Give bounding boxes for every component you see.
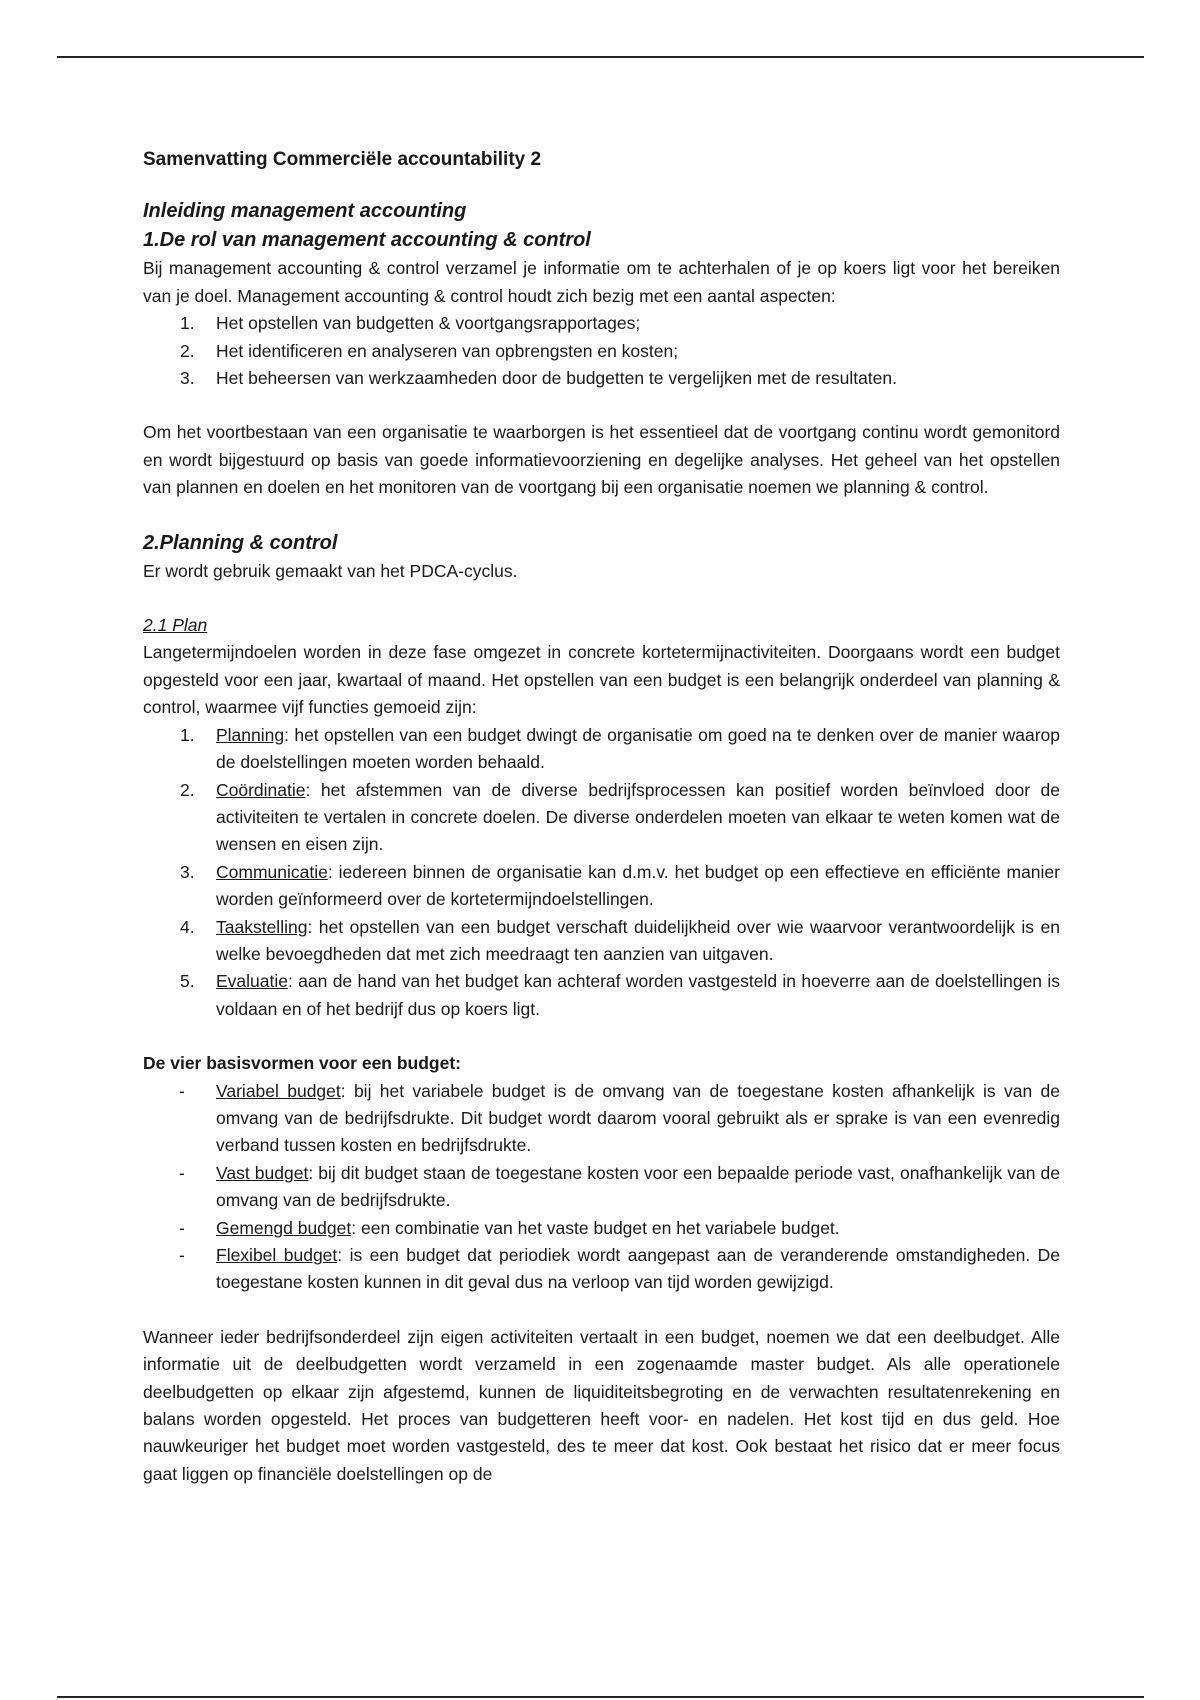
list-number: 1. <box>180 724 195 745</box>
function-term: Taakstelling <box>216 916 308 937</box>
aspects-list <box>143 310 1060 392</box>
section2-heading: 2.Planning & control <box>143 531 338 554</box>
budget-text: : een combinatie van het vaste budget en het variabele budget. <box>351 1217 840 1238</box>
list-number: 1. <box>180 313 195 334</box>
function-text: : het opstellen van een budget dwingt de organisatie om goed na te denken over de manier waarop de doelstellingen moeten worden behaald. <box>216 724 1060 773</box>
list-item-text: Het beheersen van werkzaamheden door de budgetten te vergelijken met de resultaten. <box>216 368 897 389</box>
list-item <box>143 914 1060 969</box>
budget-forms-heading: De vier basisvormen voor een budget: <box>143 1053 462 1074</box>
budget-text: : bij dit budget staan de toegestane kosten voor een bepaalde periode vast, onafhankelijk van de omvang van de bedrijfsdrukte. <box>216 1162 1060 1211</box>
budget-forms-list <box>143 1078 1060 1297</box>
list-item <box>143 365 1060 392</box>
list-item-text: Het opstellen van budgetten & voortgangsrapportages; <box>216 313 641 334</box>
list-bullet: - <box>179 1245 185 1265</box>
list-number: 5. <box>180 971 195 992</box>
function-text: : het afstemmen van de diverse bedrijfsprocessen kan positief worden beïnvloed door de activiteiten te vertalen in concrete doelen. De diverse onderdelen moeten van elkaar te weten komen wat de wensen en eisen zijn. <box>216 779 1060 855</box>
budget-term: Variabel budget <box>216 1080 341 1101</box>
budget-term: Flexibel budget <box>216 1245 338 1265</box>
list-item <box>143 338 1060 365</box>
subsection-paragraph: Langetermijndoelen worden in deze fase omgezet in concrete kortetermijnactiviteiten. Doorgaans wordt een budget opgesteld voor een jaar, kwartaal of maand. Het opstellen van een budget is een belangrijk onderdeel van planning & control, waarmee vijf functies gemoeid zijn: <box>143 642 1060 718</box>
closing-paragraph: Wanneer ieder bedrijfsonderdeel zijn eigen activiteiten vertaalt in een budget, noemen we dat een deelbudget. Alle informatie uit de deelbudgetten wordt verzameld in een zogenaamde master budget. Als alle operationele deelbudgetten op elkaar zijn afgestemd, kunnen de liquiditeitsbegroting en de verwachten resultatenrekening en balans worden opgesteld. Het proces van budgetteren heeft voor- en nadelen. Het kost tijd en dus geld. Hoe nauwkeuriger het budget moet worden vastgesteld, des te meer dat kost. Ook bestaat het risico dat er meer focus gaat liggen op financiële doelstellingen op de <box>143 1326 1060 1484</box>
function-term: Planning <box>216 724 285 745</box>
document-title: Samenvatting Commerciële accountability 2 <box>143 149 542 170</box>
function-term: Evaluatie <box>216 971 288 992</box>
subsection-heading: 2.1 Plan <box>143 615 208 636</box>
budget-term: Vast budget <box>216 1162 309 1183</box>
list-number: 4. <box>180 916 195 937</box>
list-number: 2. <box>180 779 195 800</box>
list-item <box>143 1160 1060 1215</box>
budget-term: Gemengd budget <box>216 1217 352 1238</box>
list-item <box>143 310 1060 337</box>
list-item <box>143 1078 1060 1160</box>
function-text: : iedereen binnen de organisatie kan d.m.v. het budget op een effectieve en efficiënte manier worden geïnformeerd over de kortetermijndoelstellingen. <box>216 861 1060 910</box>
function-term: Communicatie <box>216 861 328 882</box>
list-item <box>143 859 1060 914</box>
list-bullet: - <box>179 1162 185 1183</box>
list-item <box>143 1215 1060 1242</box>
budget-text: : is een budget dat periodiek wordt aangepast aan de veranderende omstandigheden. De toegestane kosten kunnen in dit geval dus na verloop van tijd worden gewijzigd. <box>216 1245 1060 1293</box>
list-bullet: - <box>179 1217 185 1238</box>
top-page-rule <box>57 56 1144 58</box>
list-item <box>143 777 1060 859</box>
section1-heading: 1.De rol van management accounting & control <box>143 229 591 252</box>
list-number: 3. <box>180 861 195 882</box>
function-term: Coördinatie <box>216 779 306 800</box>
list-item <box>143 968 1060 1023</box>
list-number: 3. <box>180 368 195 389</box>
intro-heading: Inleiding management accounting <box>143 200 467 223</box>
list-number: 2. <box>180 340 195 361</box>
list-item <box>143 722 1060 777</box>
list-bullet: - <box>179 1080 185 1101</box>
list-item <box>143 1242 1060 1297</box>
function-text: : aan de hand van het budget kan achteraf worden vastgesteld in hoeverre aan de doelstellingen is voldaan en of het bedrijf dus op koers ligt. <box>216 971 1060 1019</box>
section1-paragraph: Bij management accounting & control verzamel je informatie om te achterhalen of je op koers ligt voor het bereiken van je doel. Management accounting & control houdt zich bezig met een aantal aspecten: <box>143 258 1060 306</box>
budget-text: : bij het variabele budget is de omvang van de toegestane kosten afhankelijk is van de omvang van de bedrijfsdrukte. Dit budget wordt daarom vooral gebruikt als er sprake is van een evenredig verband tussen kosten en bedrijfsdrukte. <box>216 1080 1061 1156</box>
section1-paragraph-2: Om het voortbestaan van een organisatie te waarborgen is het essentieel dat de voortgang continu wordt gemonitord en wordt bijgestuurd op basis van goede informatievoorziening en degelijke analyses. Het geheel van het opstellen van plannen en doelen en het monitoren van de voortgang bij een organisatie noemen we planning & control. <box>143 422 1060 498</box>
list-item-text: Het identificeren en analyseren van opbrengsten en kosten; <box>216 340 679 361</box>
bottom-page-rule <box>57 1696 1144 1698</box>
section2-paragraph: Er wordt gebruik gemaakt van het PDCA-cyclus. <box>143 560 518 581</box>
document-page <box>143 146 1060 1488</box>
function-text: : het opstellen van een budget verschaft duidelijkheid over wie waarvoor verantwoordelijk is en welke bevoegdheden dat met zich meedraagt ten aanzien van uitgaven. <box>216 916 1060 964</box>
functions-list <box>143 722 1060 1023</box>
